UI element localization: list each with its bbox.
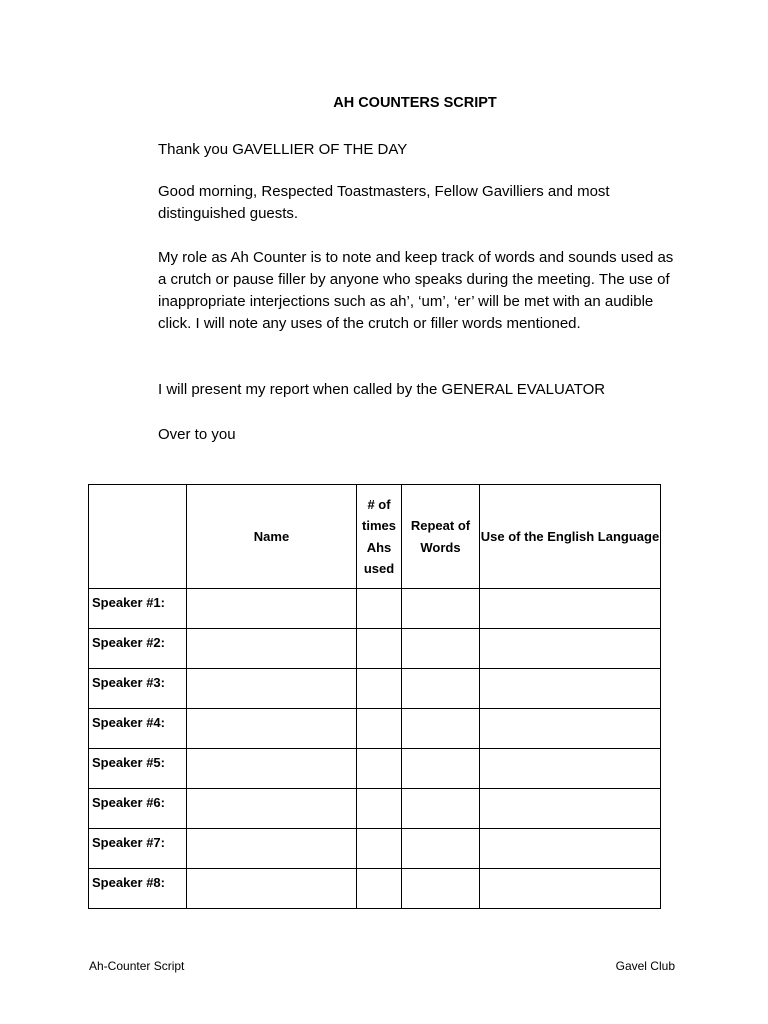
name-cell[interactable] xyxy=(187,869,357,909)
repeat-words-cell[interactable] xyxy=(402,629,480,669)
header-english-language: Use of the English Language xyxy=(480,485,661,589)
thank-you-paragraph: Thank you GAVELLIER OF THE DAY xyxy=(158,141,408,158)
closing-paragraph: Over to you xyxy=(158,426,236,443)
ahs-count-cell[interactable] xyxy=(357,709,402,749)
ahs-count-cell[interactable] xyxy=(357,749,402,789)
header-ahs-line: times xyxy=(362,518,396,533)
header-name: Name xyxy=(187,485,357,589)
repeat-words-cell[interactable] xyxy=(402,749,480,789)
english-language-cell[interactable] xyxy=(480,869,661,909)
table-row xyxy=(89,869,661,909)
name-cell[interactable] xyxy=(187,709,357,749)
ahs-count-cell[interactable] xyxy=(357,789,402,829)
repeat-words-cell[interactable] xyxy=(402,669,480,709)
table-header-row xyxy=(89,485,661,589)
greeting-paragraph: Good morning, Respected Toastmasters, Fellow Gavilliers and most distinguished guests. xyxy=(158,183,610,222)
table-row xyxy=(89,749,661,789)
english-language-cell[interactable] xyxy=(480,829,661,869)
speaker-label: Speaker #3: xyxy=(89,669,187,709)
english-language-cell[interactable] xyxy=(480,749,661,789)
repeat-words-cell[interactable] xyxy=(402,589,480,629)
ahs-count-cell[interactable] xyxy=(357,669,402,709)
speaker-label: Speaker #7: xyxy=(89,829,187,869)
header-ahs-line: # of xyxy=(367,496,391,512)
header-ahs-count xyxy=(357,485,402,589)
speaker-label: Speaker #8: xyxy=(89,869,187,909)
name-cell[interactable] xyxy=(187,789,357,829)
table-row xyxy=(89,629,661,669)
name-cell[interactable] xyxy=(187,589,357,629)
header-repeat-line: Repeat of xyxy=(410,518,471,533)
page-title: AH COUNTERS SCRIPT xyxy=(333,95,497,111)
footer-club-name: Gavel Club xyxy=(615,959,675,973)
header-ahs-line: used xyxy=(363,561,395,576)
english-language-cell[interactable] xyxy=(480,789,661,829)
speaker-label: Speaker #5: xyxy=(89,749,187,789)
repeat-words-cell[interactable] xyxy=(402,709,480,749)
name-cell[interactable] xyxy=(187,829,357,869)
english-language-cell[interactable] xyxy=(480,629,661,669)
table-row xyxy=(89,829,661,869)
ahs-count-cell[interactable] xyxy=(357,629,402,669)
name-cell[interactable] xyxy=(187,749,357,789)
speaker-label: Speaker #1: xyxy=(89,589,187,629)
repeat-words-cell[interactable] xyxy=(402,869,480,909)
role-paragraph: My role as Ah Counter is to note and keep track of words and sounds used as a crutch or pause filler by anyone who speaks during the meeting. The use of inappropriate interjections such as ah’, ‘um’, ‘er’ will be met with an audible click. I will note any uses of the crutch or filler words mentioned. xyxy=(158,249,674,332)
speaker-label: Speaker #4: xyxy=(89,709,187,749)
table-row xyxy=(89,789,661,829)
header-blank-cell xyxy=(89,485,187,589)
ahs-count-cell[interactable] xyxy=(357,829,402,869)
ahs-count-cell[interactable] xyxy=(357,869,402,909)
speaker-label: Speaker #2: xyxy=(89,629,187,669)
speaker-label: Speaker #6: xyxy=(89,789,187,829)
report-paragraph: I will present my report when called by the GENERAL EVALUATOR xyxy=(158,381,606,398)
table-row xyxy=(89,669,661,709)
ah-counter-table xyxy=(88,484,661,909)
english-language-cell[interactable] xyxy=(480,669,661,709)
footer-document-name: Ah-Counter Script xyxy=(89,959,185,973)
header-ahs-line: Ahs xyxy=(366,539,392,555)
header-repeat-line: Words xyxy=(420,539,461,555)
english-language-cell[interactable] xyxy=(480,709,661,749)
table-row xyxy=(89,709,661,749)
repeat-words-cell[interactable] xyxy=(402,829,480,869)
ahs-count-cell[interactable] xyxy=(357,589,402,629)
table-row xyxy=(89,589,661,629)
name-cell[interactable] xyxy=(187,629,357,669)
repeat-words-cell[interactable] xyxy=(402,789,480,829)
header-repeat-words xyxy=(402,485,480,589)
english-language-cell[interactable] xyxy=(480,589,661,629)
name-cell[interactable] xyxy=(187,669,357,709)
